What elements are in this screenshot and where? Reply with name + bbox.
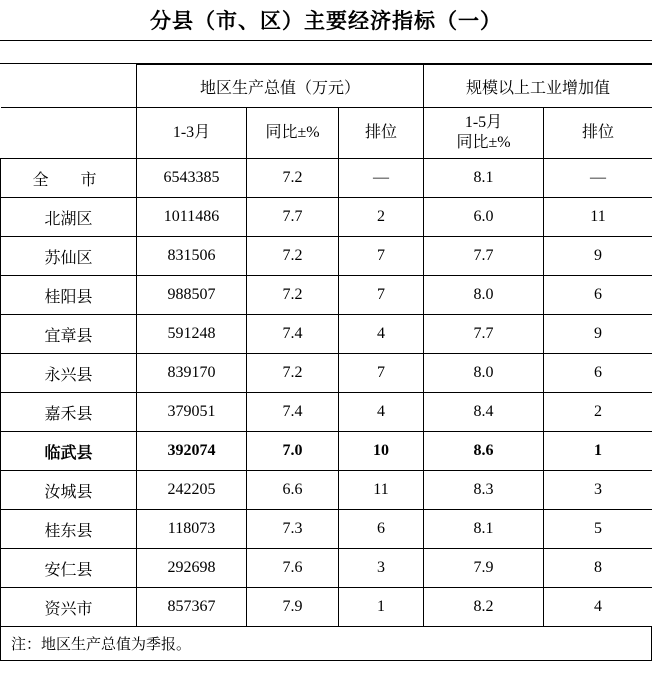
table-row: [1, 588, 652, 627]
row-gdp-rank: —: [339, 159, 424, 198]
row-industry-yoy: 8.1: [424, 510, 544, 549]
row-gdp-yoy: 7.2: [247, 159, 339, 198]
row-industry-yoy: 6.0: [424, 198, 544, 237]
row-gdp-rank: 7: [339, 354, 424, 393]
row-gdp-yoy: 7.0: [247, 432, 339, 471]
row-region-name: 汝城县: [1, 471, 137, 510]
row-gdp-rank: 4: [339, 393, 424, 432]
table-group-header-row: [1, 65, 652, 108]
row-industry-rank: 4: [544, 588, 652, 627]
row-gdp-rank: 7: [339, 237, 424, 276]
row-gdp-rank: 7: [339, 276, 424, 315]
table-row: [1, 198, 652, 237]
title-spacer-row: [0, 41, 652, 64]
row-gdp-rank: 3: [339, 549, 424, 588]
row-gdp-rank: 6: [339, 510, 424, 549]
row-industry-rank: 8: [544, 549, 652, 588]
table-row: [1, 354, 652, 393]
row-gdp-value: 6543385: [137, 159, 247, 198]
row-gdp-yoy: 7.2: [247, 276, 339, 315]
page-title: 分县（市、区）主要经济指标（一）: [150, 9, 502, 33]
row-industry-rank: 6: [544, 354, 652, 393]
sub-header-industry-yoy-line2: 同比±%: [456, 134, 511, 151]
table-row: [1, 510, 652, 549]
row-gdp-value: 118073: [137, 510, 247, 549]
table-row: [1, 432, 652, 471]
row-industry-rank: 11: [544, 198, 652, 237]
row-gdp-value: 831506: [137, 237, 247, 276]
row-industry-yoy: 7.9: [424, 549, 544, 588]
table-sub-header-row: [1, 108, 652, 159]
row-gdp-rank: 4: [339, 315, 424, 354]
row-gdp-rank: 11: [339, 471, 424, 510]
row-industry-yoy: 8.0: [424, 354, 544, 393]
corner-blank-cell: [1, 65, 137, 108]
row-industry-yoy: 8.0: [424, 276, 544, 315]
row-gdp-yoy: 7.7: [247, 198, 339, 237]
row-gdp-yoy: 7.4: [247, 393, 339, 432]
row-industry-rank: 2: [544, 393, 652, 432]
row-region-name: 宜章县: [1, 315, 137, 354]
row-gdp-rank: 10: [339, 432, 424, 471]
row-industry-yoy: 8.6: [424, 432, 544, 471]
row-industry-rank: 9: [544, 237, 652, 276]
row-region-name: 嘉禾县: [1, 393, 137, 432]
sub-header-gdp-rank: 排位: [339, 108, 424, 159]
row-region-name: 永兴县: [1, 354, 137, 393]
row-gdp-yoy: 7.2: [247, 354, 339, 393]
row-gdp-value: 379051: [137, 393, 247, 432]
table-row: [1, 159, 652, 198]
sub-header-industry-rank: 排位: [544, 108, 652, 159]
row-industry-yoy: 7.7: [424, 315, 544, 354]
row-industry-rank: 3: [544, 471, 652, 510]
table-row: [1, 393, 652, 432]
row-gdp-value: 242205: [137, 471, 247, 510]
row-gdp-value: 292698: [137, 549, 247, 588]
row-industry-rank: 1: [544, 432, 652, 471]
row-gdp-rank: 1: [339, 588, 424, 627]
row-region-name: 桂东县: [1, 510, 137, 549]
table-row: [1, 549, 652, 588]
table-row: [1, 237, 652, 276]
row-industry-yoy: 8.4: [424, 393, 544, 432]
group-header-gdp: 地区生产总值（万元）: [137, 65, 424, 108]
row-gdp-value: 591248: [137, 315, 247, 354]
document-title-row: [0, 0, 652, 41]
row-industry-rank: —: [544, 159, 652, 198]
sub-header-industry-yoy-line1: 1-5月: [464, 114, 503, 131]
table-note: 注：地区生产总值为季报。: [0, 627, 652, 661]
table-row: [1, 276, 652, 315]
group-header-industry: 规模以上工业增加值: [424, 65, 652, 108]
row-industry-rank: 5: [544, 510, 652, 549]
row-region-name: 安仁县: [1, 549, 137, 588]
sub-header-gdp-period: 1-3月: [137, 108, 247, 159]
economic-indicators-table: [0, 64, 652, 627]
row-industry-rank: 9: [544, 315, 652, 354]
row-gdp-yoy: 7.2: [247, 237, 339, 276]
table-row: [1, 471, 652, 510]
row-gdp-value: 1011486: [137, 198, 247, 237]
row-region-name: 桂阳县: [1, 276, 137, 315]
row-industry-rank: 6: [544, 276, 652, 315]
row-gdp-value: 988507: [137, 276, 247, 315]
corner-blank-cell-2: [1, 108, 137, 159]
row-gdp-yoy: 7.3: [247, 510, 339, 549]
table-body: [1, 159, 652, 627]
row-industry-yoy: 7.7: [424, 237, 544, 276]
row-industry-yoy: 8.2: [424, 588, 544, 627]
row-gdp-value: 392074: [137, 432, 247, 471]
row-gdp-yoy: 7.9: [247, 588, 339, 627]
row-industry-yoy: 8.1: [424, 159, 544, 198]
sub-header-gdp-yoy: 同比±%: [247, 108, 339, 159]
row-gdp-yoy: 7.4: [247, 315, 339, 354]
sub-header-industry-yoy: [424, 108, 544, 159]
row-gdp-rank: 2: [339, 198, 424, 237]
row-industry-yoy: 8.3: [424, 471, 544, 510]
row-region-name: 苏仙区: [1, 237, 137, 276]
row-region-name: 临武县: [1, 432, 137, 471]
row-gdp-yoy: 6.6: [247, 471, 339, 510]
row-gdp-value: 839170: [137, 354, 247, 393]
table-row: [1, 315, 652, 354]
row-region-name: 北湖区: [1, 198, 137, 237]
row-gdp-value: 857367: [137, 588, 247, 627]
row-region-name: 资兴市: [1, 588, 137, 627]
row-region-name: 全 市: [1, 159, 137, 198]
row-gdp-yoy: 7.6: [247, 549, 339, 588]
